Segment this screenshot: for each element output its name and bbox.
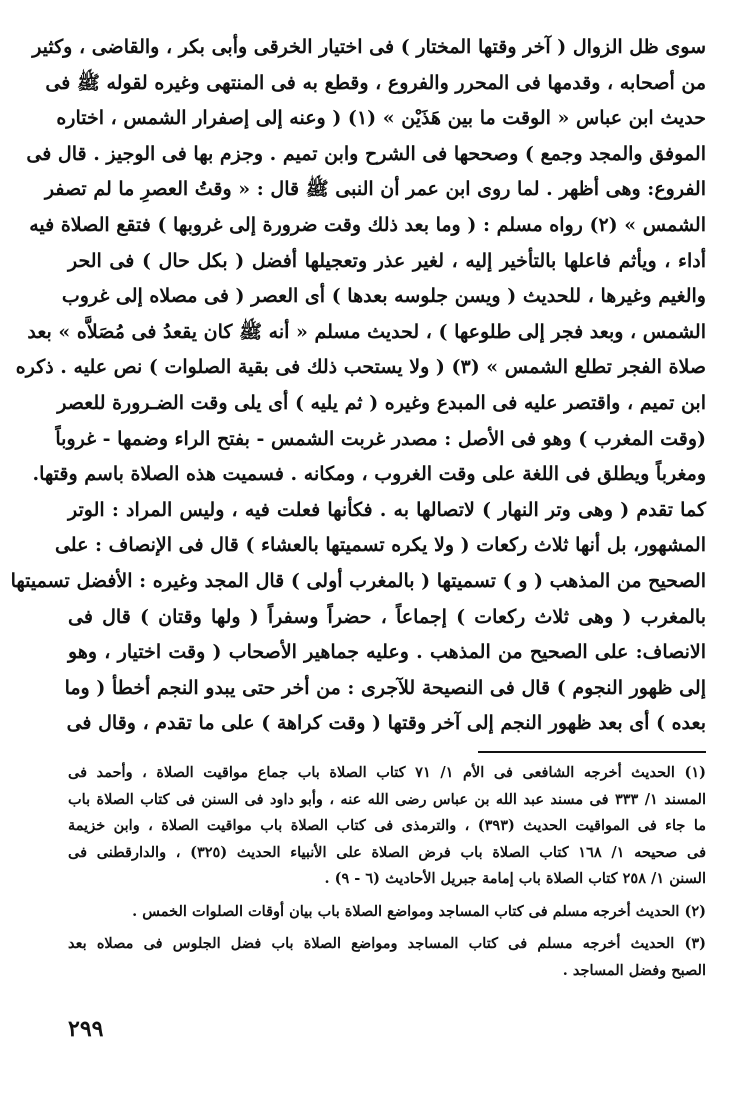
text-line: المشهور، بل أنها ثلاث ركعات ( ولا يكره تسميتها بالعشاء ) قال فى الإنصاف : على <box>54 534 706 557</box>
text-line: بعده ) أى بعد ظهور النجم إلى آخر وقتها ( وقت كراهة ) على ما تقدم ، وقال فى <box>66 712 706 735</box>
text-line: الانصاف: على الصحيح من المذهب . وعليه جماهير الأصحاب ( وقت اختيار ، وهو <box>68 641 706 664</box>
footnote-line: السنن ١/ ٢٥٨ كتاب الصلاة باب إمامة جبريل الأحاديث (٦ - ٩) . <box>324 870 706 887</box>
footnote-line: (١) الحديث أخرجه الشافعى فى الأم ١/ ٧١ كتاب الصلاة باب جماع مواقيت الصلاة ، وأحمد فى <box>68 764 706 781</box>
footnote-3 <box>68 931 706 984</box>
text-line: الفروع: وهى أظهر . لما روى ابن عمر أن النبى ﷺ قال : « وقتُ العصرِ ما لم تصفر <box>44 178 706 201</box>
text-line: إلى ظهور النجوم ) قال فى النصيحة للآجرى : من أخر حتى يبدو النجم أخطأ ( وما <box>64 676 706 699</box>
footnote-line: (٢) الحديث أخرجه مسلم فى كتاب المساجد ومواضع الصلاة باب بيان أوقات الصلوات الخمس . <box>132 902 706 920</box>
text-line: سوى ظل الزوال ( آخر وقتها المختار ) فى اختيار الخرقى وأبى بكر ، والقاضى ، وكثير <box>32 36 706 58</box>
text-line: صلاة الفجر تطلع الشمس » (٣) ( ولا يستحب ذلك فى بقية الصلوات ) نص عليه . ذكره <box>15 356 706 379</box>
text-line: الشمس » (٢) رواه مسلم : ( وما بعد ذلك وقت ضرورة إلى غروبها ) فتقع الصلاة فيه <box>29 213 706 236</box>
footnote-2 <box>68 899 706 926</box>
text-line: ابن تميم ، واقتصر عليه فى المبدع وغيره ( ثم يليه ) أى يلى وقت الضـرورة للعصر <box>57 391 706 414</box>
page-number: ٢٩٩ <box>68 1016 104 1042</box>
text-line: ومغرباً ويطلق فى اللغة على وقت الغروب ، ومكانه . فسميت هذه الصلاة باسم وقتها. <box>32 463 706 486</box>
footnote-line: (٣) الحديث أخرجه مسلم فى كتاب المساجد ومواضع الصلاة باب فضل الجلوس فى مصلاه بعد <box>68 935 706 952</box>
footnote-line: المسند ١/ ٣٣٣ فى مسند عبد الله بن عباس رضى الله عنه ، وأبو داود فى السنن فى كتاب الصلاة باب <box>68 790 706 808</box>
footnote-1 <box>68 760 706 893</box>
footnote-line: ما جاء فى المواقيت الحديث (٣٩٣) ، والترمذى فى كتاب الصلاة باب مواقيت الصلاة ، وابن خزيمة <box>68 817 707 834</box>
text-line: الشمس ، وبعد فجر إلى طلوعها ) ، لحديث مسلم « أنه ﷺ كان يقعدُ فى مُصَلاَّه » بعد <box>27 320 706 343</box>
text-line: أداء ، ويأثم فاعلها بالتأخير إليه ، لغير عذر وتعجيلها أفضل ( بكل حال ) فى الحر <box>68 249 706 272</box>
text-line: كما تقدم ( وهى وتر النهار ) لاتصالها به . فكأنها فعلت فيه ، وليس المراد : الوتر <box>68 498 706 521</box>
footnotes <box>68 760 706 984</box>
text-line: حديث ابن عباس « الوقت ما بين هَذَيْن » (١) ( وعنه إلى إصفرار الشمس ، اختاره <box>56 107 706 130</box>
text-line: والغيم وغيرها ، للحديث ( ويسن جلوسه بعدها ) أى العصر ( فى مصلاه إلى غروب <box>61 285 706 308</box>
text-line: (وقت المغرب ) وهو فى الأصل : مصدر غربت الشمس - بفتح الراء وضمها - غروباً <box>55 427 706 450</box>
main-text-body <box>10 30 706 742</box>
text-line: الموفق والمجد وجمع ) وصححها فى الشرح وابن تميم . وجزم بها فى الوجيز . قال فى <box>26 142 706 165</box>
text-line: بالمغرب ( وهى ثلاث ركعات ) إجماعاً ، حضراً وسفراً ( ولها وقتان ) قال فى <box>68 605 706 628</box>
text-line: الصحيح من المذهب ( و ) تسميتها ( بالمغرب أولى ) قال المجد وغيره : الأفضل تسميتها <box>10 569 706 592</box>
footnote-line: فى صحيحه ١/ ١٦٨ كتاب الصلاة باب فرض الصلاة على الأنبياء الحديث (٣٢٥) ، والدارقطنى فى <box>68 843 707 861</box>
footnote-divider <box>478 751 706 753</box>
text-line: من أصحابه ، وقدمها فى المحرر والفروع ، وقطع به فى المنتهى وغيره لقوله ﷺ فى <box>45 71 706 94</box>
footnote-line: الصبح وفضل المساجد . <box>562 961 706 979</box>
